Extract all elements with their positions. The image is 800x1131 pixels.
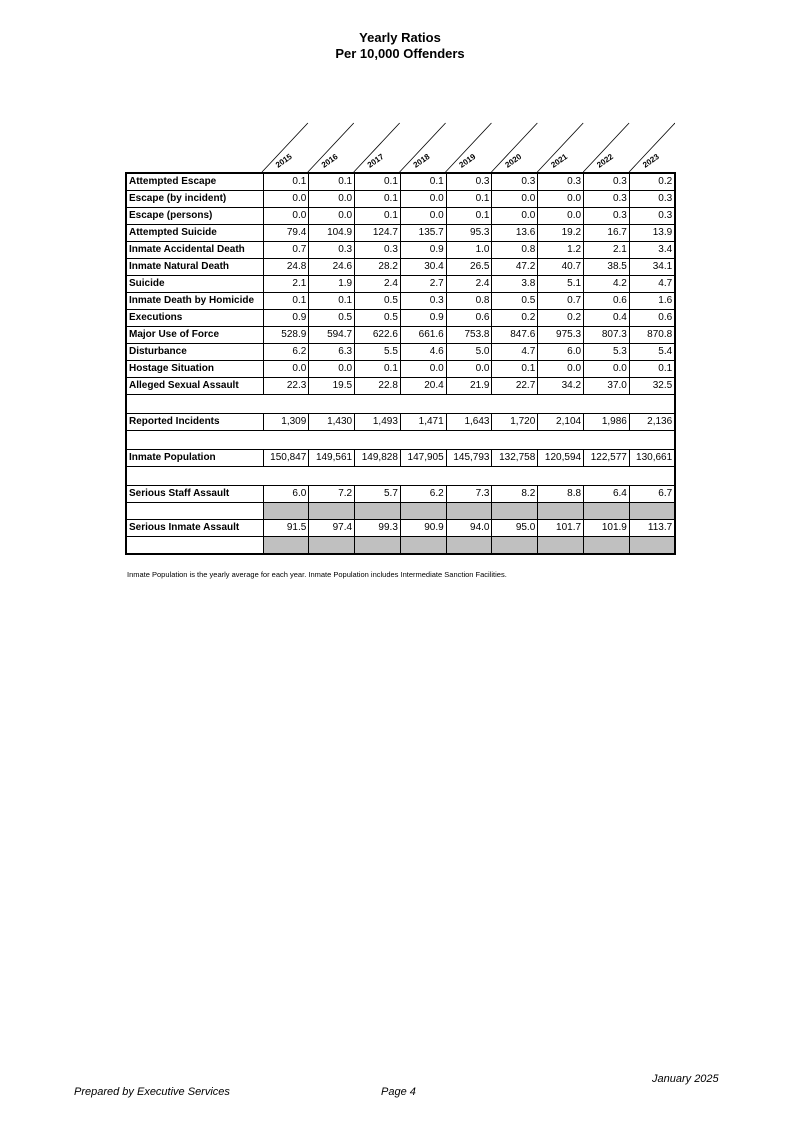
cell-value: 807.3 [584, 327, 630, 344]
cell-value: 99.3 [355, 520, 401, 537]
cell-value: 135.7 [400, 225, 446, 242]
cell-value: 0.3 [446, 173, 492, 191]
cell-value: 0.5 [309, 310, 355, 327]
table-row [126, 310, 675, 327]
cell-value: 661.6 [400, 327, 446, 344]
shaded-cell [492, 503, 538, 520]
row-label: Serious Inmate Assault [126, 520, 263, 537]
cell-value: 870.8 [629, 327, 675, 344]
cell-value: 0.8 [492, 242, 538, 259]
cell-value: 34.1 [629, 259, 675, 276]
shaded-cell [446, 503, 492, 520]
cell-value: 2.4 [446, 276, 492, 293]
staff-assault-row [126, 486, 675, 503]
row-label: Reported Incidents [126, 414, 263, 431]
row-label: Executions [126, 310, 263, 327]
cell-value: 0.2 [492, 310, 538, 327]
cell-value: 4.2 [584, 276, 630, 293]
cell-value: 753.8 [446, 327, 492, 344]
cell-value: 6.3 [309, 344, 355, 361]
row-label: Hostage Situation [126, 361, 263, 378]
cell-value: 6.2 [400, 486, 446, 503]
cell-value: 19.2 [538, 225, 584, 242]
cell-value: 7.2 [309, 486, 355, 503]
blank-row [126, 503, 675, 520]
cell-value: 6.0 [263, 486, 309, 503]
row-label: Alleged Sexual Assault [126, 378, 263, 395]
table-row [126, 344, 675, 361]
cell-value: 5.7 [355, 486, 401, 503]
cell-value: 124.7 [355, 225, 401, 242]
cell-value: 0.3 [584, 191, 630, 208]
cell-value: 0.1 [629, 361, 675, 378]
cell-value: 0.1 [263, 293, 309, 310]
shaded-cell [355, 503, 401, 520]
table-row [126, 378, 675, 395]
cell-value: 4.7 [492, 344, 538, 361]
inmate-population-row [126, 450, 675, 467]
cell-value: 0.5 [355, 293, 401, 310]
cell-value: 1,471 [400, 414, 446, 431]
cell-value: 3.8 [492, 276, 538, 293]
cell-value: 24.6 [309, 259, 355, 276]
cell-value: 0.0 [492, 208, 538, 225]
cell-value: 22.3 [263, 378, 309, 395]
row-label: Disturbance [126, 344, 263, 361]
cell-value: 0.0 [492, 191, 538, 208]
cell-value: 1,493 [355, 414, 401, 431]
cell-value: 0.3 [492, 173, 538, 191]
row-label: Attempted Escape [126, 173, 263, 191]
spacer-row [126, 431, 675, 450]
cell-value: 120,594 [538, 450, 584, 467]
ratio-table [125, 172, 675, 555]
cell-value: 0.4 [584, 310, 630, 327]
cell-value: 24.8 [263, 259, 309, 276]
cell-value: 101.7 [538, 520, 584, 537]
shaded-cell [584, 503, 630, 520]
cell-value: 0.6 [446, 310, 492, 327]
table-row [126, 225, 675, 242]
cell-value: 34.2 [538, 378, 584, 395]
cell-value: 0.5 [492, 293, 538, 310]
shaded-cell [400, 537, 446, 555]
shaded-cell [629, 503, 675, 520]
cell-value: 0.0 [263, 208, 309, 225]
cell-value: 0.3 [538, 173, 584, 191]
reported-incidents-row [126, 414, 675, 431]
cell-value: 132,758 [492, 450, 538, 467]
cell-value: 0.3 [629, 191, 675, 208]
cell-value: 6.2 [263, 344, 309, 361]
row-label: Inmate Population [126, 450, 263, 467]
cell-value: 0.0 [263, 361, 309, 378]
cell-value: 149,561 [309, 450, 355, 467]
page-title [0, 30, 800, 62]
shaded-cell [492, 537, 538, 555]
cell-value: 6.7 [629, 486, 675, 503]
cell-value: 22.7 [492, 378, 538, 395]
cell-value: 1.0 [446, 242, 492, 259]
row-label: Major Use of Force [126, 327, 263, 344]
cell-value: 6.0 [538, 344, 584, 361]
cell-value: 0.1 [446, 208, 492, 225]
cell-value: 0.0 [538, 361, 584, 378]
shaded-cell [263, 537, 309, 555]
cell-value: 97.4 [309, 520, 355, 537]
table-row [126, 361, 675, 378]
cell-value: 0.0 [309, 208, 355, 225]
cell-value: 2,104 [538, 414, 584, 431]
cell-value: 0.3 [400, 293, 446, 310]
year-label: 2023 [641, 152, 661, 170]
cell-value: 32.5 [629, 378, 675, 395]
cell-value: 3.4 [629, 242, 675, 259]
cell-value: 0.0 [263, 191, 309, 208]
cell-value: 150,847 [263, 450, 309, 467]
shaded-cell [263, 503, 309, 520]
cell-value: 28.2 [355, 259, 401, 276]
year-label: 2015 [273, 152, 294, 170]
row-label: Inmate Death by Homicide [126, 293, 263, 310]
row-label: Escape (by incident) [126, 191, 263, 208]
shaded-cell [355, 537, 401, 555]
cell-value: 22.8 [355, 378, 401, 395]
cell-value: 0.6 [629, 310, 675, 327]
cell-value: 1,309 [263, 414, 309, 431]
shaded-cell [629, 537, 675, 555]
row-label: Attempted Suicide [126, 225, 263, 242]
shaded-cell [309, 503, 355, 520]
cell-value: 0.5 [355, 310, 401, 327]
cell-value: 0.0 [538, 191, 584, 208]
cell-value: 847.6 [492, 327, 538, 344]
row-label: Inmate Accidental Death [126, 242, 263, 259]
cell-value: 79.4 [263, 225, 309, 242]
row-label: Escape (persons) [126, 208, 263, 225]
cell-value: 0.1 [263, 173, 309, 191]
cell-value: 0.2 [538, 310, 584, 327]
table-row [126, 173, 675, 191]
table-row [126, 259, 675, 276]
cell-value: 30.4 [400, 259, 446, 276]
cell-value: 2.4 [355, 276, 401, 293]
cell-value: 5.4 [629, 344, 675, 361]
table-row [126, 327, 675, 344]
year-label: 2020 [503, 152, 524, 170]
ratio-table-grid [125, 172, 676, 555]
cell-value: 4.7 [629, 276, 675, 293]
cell-value: 147,905 [400, 450, 446, 467]
cell-value: 101.9 [584, 520, 630, 537]
cell-value: 0.0 [400, 208, 446, 225]
cell-value: 94.0 [446, 520, 492, 537]
cell-value: 594.7 [309, 327, 355, 344]
cell-value: 0.2 [629, 173, 675, 191]
cell-value: 622.6 [355, 327, 401, 344]
cell-value: 5.0 [446, 344, 492, 361]
cell-value: 19.5 [309, 378, 355, 395]
footnote: Inmate Population is the yearly average for each year. Inmate Population includes Intermediate Sanction Facilities. [127, 570, 507, 579]
cell-value: 0.3 [309, 242, 355, 259]
table-row [126, 276, 675, 293]
cell-value: 90.9 [400, 520, 446, 537]
cell-value: 38.5 [584, 259, 630, 276]
cell-value: 95.3 [446, 225, 492, 242]
cell-value: 1.6 [629, 293, 675, 310]
footer-date: January 2025 [652, 1073, 719, 1085]
cell-value: 13.9 [629, 225, 675, 242]
shaded-cell [584, 537, 630, 555]
cell-value: 0.1 [309, 173, 355, 191]
year-header [125, 118, 675, 174]
cell-value: 975.3 [538, 327, 584, 344]
cell-value: 1.2 [538, 242, 584, 259]
table-row [126, 293, 675, 310]
cell-value: 2,136 [629, 414, 675, 431]
cell-value: 0.0 [538, 208, 584, 225]
cell-value: 0.3 [355, 242, 401, 259]
cell-value: 5.1 [538, 276, 584, 293]
cell-value: 130,661 [629, 450, 675, 467]
cell-value: 0.0 [584, 361, 630, 378]
cell-value: 16.7 [584, 225, 630, 242]
cell-value: 0.6 [584, 293, 630, 310]
cell-value: 0.1 [400, 173, 446, 191]
cell-value: 2.1 [263, 276, 309, 293]
cell-value: 7.3 [446, 486, 492, 503]
shaded-cell [309, 537, 355, 555]
spacer-row [126, 395, 675, 414]
shaded-cell [446, 537, 492, 555]
cell-value: 0.1 [492, 361, 538, 378]
cell-value: 0.1 [446, 191, 492, 208]
cell-value: 0.3 [629, 208, 675, 225]
inmate-assault-row [126, 520, 675, 537]
cell-value: 95.0 [492, 520, 538, 537]
cell-value: 21.9 [446, 378, 492, 395]
year-label: 2022 [595, 152, 615, 170]
cell-value: 26.5 [446, 259, 492, 276]
shaded-cell [538, 537, 584, 555]
blank-row [126, 537, 675, 555]
shaded-cell [400, 503, 446, 520]
year-label: 2021 [549, 152, 570, 170]
cell-value: 0.1 [355, 208, 401, 225]
cell-value: 37.0 [584, 378, 630, 395]
title-line-2: Per 10,000 Offenders [335, 46, 465, 61]
cell-value: 0.0 [400, 361, 446, 378]
cell-value: 6.4 [584, 486, 630, 503]
year-label: 2019 [457, 152, 478, 170]
year-label: 2016 [319, 152, 340, 170]
cell-value: 4.6 [400, 344, 446, 361]
cell-value: 0.3 [584, 208, 630, 225]
cell-value: 0.0 [309, 361, 355, 378]
cell-value: 8.8 [538, 486, 584, 503]
cell-value: 1,986 [584, 414, 630, 431]
cell-value: 0.9 [400, 242, 446, 259]
table-row [126, 191, 675, 208]
cell-value: 0.7 [263, 242, 309, 259]
table-row [126, 242, 675, 259]
cell-value: 8.2 [492, 486, 538, 503]
cell-value: 13.6 [492, 225, 538, 242]
cell-value: 40.7 [538, 259, 584, 276]
cell-value: 0.9 [263, 310, 309, 327]
cell-value: 113.7 [629, 520, 675, 537]
row-label: Suicide [126, 276, 263, 293]
cell-value: 104.9 [309, 225, 355, 242]
cell-value: 0.1 [309, 293, 355, 310]
cell-value: 0.1 [355, 361, 401, 378]
cell-value: 0.3 [584, 173, 630, 191]
cell-value: 528.9 [263, 327, 309, 344]
cell-value: 0.1 [355, 173, 401, 191]
cell-value: 0.8 [446, 293, 492, 310]
cell-value: 1,643 [446, 414, 492, 431]
year-label: 2017 [365, 152, 386, 170]
cell-value: 145,793 [446, 450, 492, 467]
cell-value: 2.1 [584, 242, 630, 259]
cell-value: 5.3 [584, 344, 630, 361]
cell-value: 91.5 [263, 520, 309, 537]
cell-value: 1,430 [309, 414, 355, 431]
cell-value: 0.0 [446, 361, 492, 378]
cell-value: 20.4 [400, 378, 446, 395]
cell-value: 1.9 [309, 276, 355, 293]
row-label: Inmate Natural Death [126, 259, 263, 276]
footer-prepared-by: Prepared by Executive Services [74, 1086, 230, 1098]
title-line-1: Yearly Ratios [359, 30, 441, 45]
cell-value: 122,577 [584, 450, 630, 467]
spacer-row [126, 467, 675, 486]
cell-value: 0.0 [400, 191, 446, 208]
cell-value: 47.2 [492, 259, 538, 276]
cell-value: 1,720 [492, 414, 538, 431]
cell-value: 5.5 [355, 344, 401, 361]
cell-value: 0.7 [538, 293, 584, 310]
cell-value: 149,828 [355, 450, 401, 467]
row-label: Serious Staff Assault [126, 486, 263, 503]
footer-page-number: Page 4 [381, 1086, 416, 1098]
year-label: 2018 [411, 152, 432, 170]
cell-value: 0.1 [355, 191, 401, 208]
cell-value: 2.7 [400, 276, 446, 293]
cell-value: 0.9 [400, 310, 446, 327]
cell-value: 0.0 [309, 191, 355, 208]
shaded-cell [538, 503, 584, 520]
table-row [126, 208, 675, 225]
